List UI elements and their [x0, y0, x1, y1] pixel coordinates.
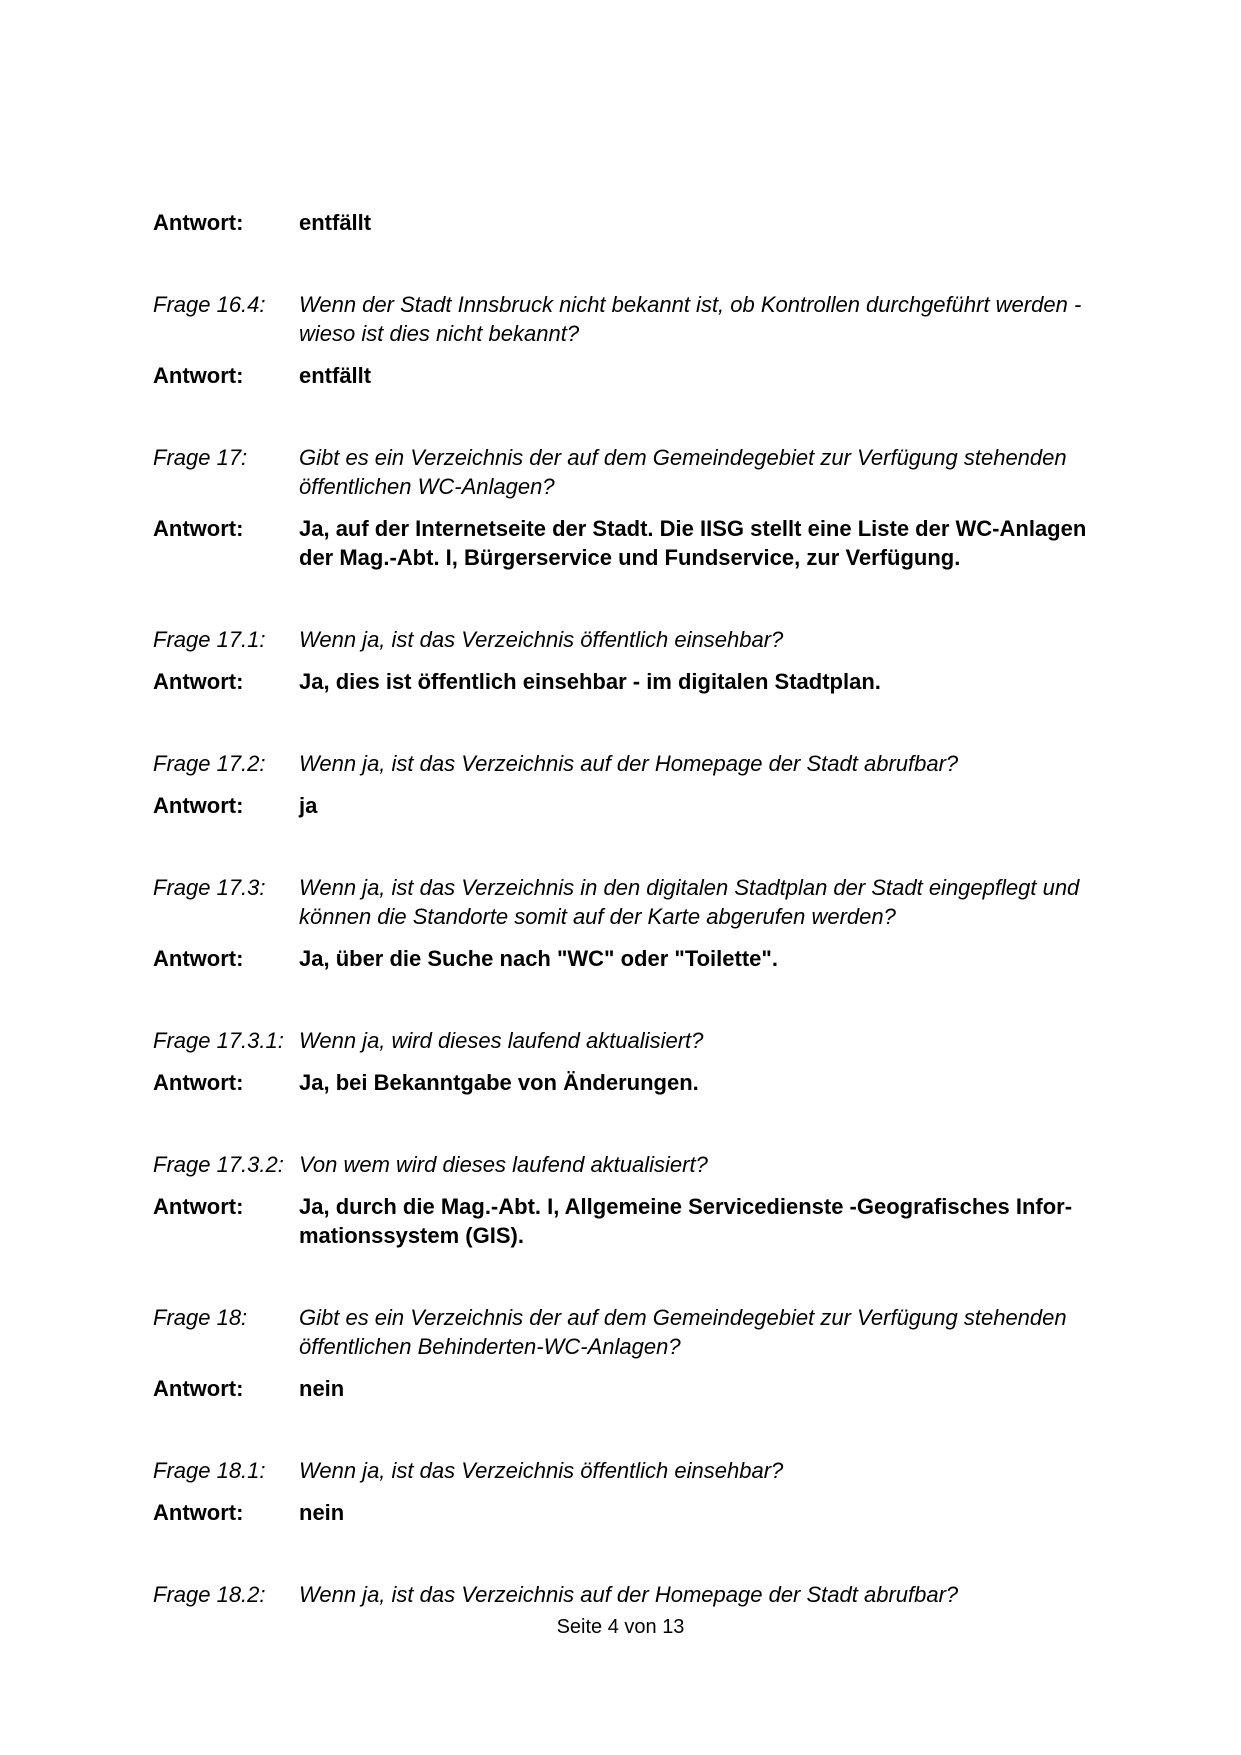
answer-label: Antwort:	[153, 1194, 244, 1219]
question-label: Frage 17.3.2:	[153, 1152, 284, 1177]
answer-label: Antwort:	[153, 793, 244, 818]
answer-text: nein	[299, 1376, 345, 1401]
answer-label: Antwort:	[153, 516, 244, 541]
answer-text: Ja, bei Bekanntgabe von Änderungen.	[299, 1070, 699, 1095]
question-label: Frage 17.1:	[153, 627, 266, 652]
question-label: Frage 17.3.1:	[153, 1028, 284, 1053]
answer-text: Ja, durch die Mag.-Abt. I, Allgemeine Servicedienste -Geografisches Infor- mationssystem (GIS).	[299, 1194, 1073, 1248]
page-number: Seite 4 von 13	[556, 1616, 685, 1638]
question-label: Frage 18:	[153, 1305, 248, 1330]
question-text: Von wem wird dieses laufend aktualisiert?	[299, 1152, 708, 1177]
answer-label: Antwort:	[153, 946, 244, 971]
answer-text: entfällt	[299, 210, 372, 235]
answer-label: Antwort:	[153, 1500, 244, 1525]
question-label: Frage 18.1:	[153, 1458, 266, 1483]
question-text: Wenn ja, ist das Verzeichnis in den digitalen Stadtplan der Stadt eingepflegt und können die Standorte somit auf der Karte abgerufen werden?	[299, 875, 1080, 929]
answer-text: entfällt	[299, 363, 372, 388]
answer-text: nein	[299, 1500, 345, 1525]
question-label: Frage 17:	[153, 445, 248, 470]
question-text: Wenn ja, ist das Verzeichnis auf der Homepage der Stadt abrufbar?	[299, 751, 959, 776]
question-text: Gibt es ein Verzeichnis der auf dem Gemeindegebiet zur Verfügung stehenden öffentlichen Behinderten-WC-Anlagen?	[299, 1305, 1067, 1359]
question-label: Frage 18.2:	[153, 1582, 266, 1607]
answer-label: Antwort:	[153, 1070, 244, 1095]
question-text: Gibt es ein Verzeichnis der auf dem Gemeindegebiet zur Verfügung stehenden öffentlichen WC-Anlagen?	[299, 445, 1067, 499]
question-label: Frage 17.2:	[153, 751, 266, 776]
answer-label: Antwort:	[153, 210, 244, 235]
answer-label: Antwort:	[153, 1376, 244, 1401]
question-text: Wenn der Stadt Innsbruck nicht bekannt ist, ob Kontrollen durchgeführt werden - wieso ist dies nicht bekannt?	[299, 292, 1082, 346]
question-label: Frage 17.3:	[153, 875, 266, 900]
answer-text: ja	[299, 793, 318, 818]
answer-text: Ja, über die Suche nach "WC" oder "Toilette".	[299, 946, 778, 971]
answer-label: Antwort:	[153, 363, 244, 388]
answer-text: Ja, dies ist öffentlich einsehbar - im digitalen Stadtplan.	[299, 669, 881, 694]
question-text: Wenn ja, wird dieses laufend aktualisiert?	[299, 1028, 704, 1053]
question-text: Wenn ja, ist das Verzeichnis öffentlich einsehbar?	[299, 627, 784, 652]
answer-label: Antwort:	[153, 669, 244, 694]
question-text: Wenn ja, ist das Verzeichnis auf der Homepage der Stadt abrufbar?	[299, 1582, 959, 1607]
question-label: Frage 16.4:	[153, 292, 266, 317]
question-text: Wenn ja, ist das Verzeichnis öffentlich einsehbar?	[299, 1458, 784, 1483]
answer-text: Ja, auf der Internetseite der Stadt. Die IISG stellt eine Liste der WC-Anlagen der Mag.-Abt. I, Bürgerservice und Fundservice, zur Verfügung.	[299, 516, 1087, 570]
